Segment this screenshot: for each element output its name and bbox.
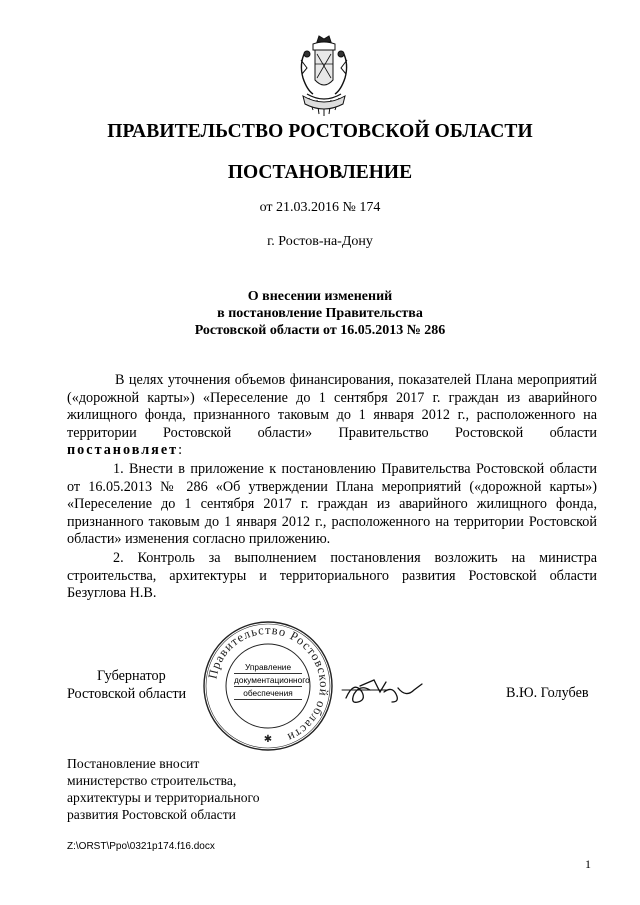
- seal-inner-text: [234, 661, 310, 705]
- note-line: развития Ростовской области: [67, 807, 236, 822]
- svg-text:✱: ✱: [263, 734, 273, 745]
- clause-2-paragraph: 2. Контроль за выполнением постановления возложить на министра строительства, архитектуры и территориального развития Ростовской области Безуглова Н.В.: [67, 550, 597, 601]
- signatory-position: Губернатор: [97, 668, 166, 684]
- submitted-by-note: [67, 755, 327, 823]
- seal-inner-line: обеспечения: [234, 687, 302, 700]
- subject-line: в постановление Правительства: [217, 306, 423, 321]
- document-city: г. Ростов-на-Дону: [267, 234, 373, 249]
- resolves-keyword: постановляет: [67, 442, 179, 458]
- document-type: ПОСТАНОВЛЕНИЕ: [227, 162, 413, 183]
- svg-text:Правительство Ростовской облас: Правительство Ростовской области: [205, 622, 332, 745]
- seal-inner-line: Управление: [234, 661, 302, 674]
- preamble-end: :: [178, 442, 183, 458]
- document-subject: [0, 288, 640, 339]
- signatory-region: Ростовской области: [67, 686, 187, 702]
- note-line: министерство строительства,: [67, 773, 237, 788]
- preamble-text: В целях уточнения объемов финансирования, показателей Плана мероприятий («дорожной карты») «Переселение до 1 сентября 2017 г. граждан из аварийного жилищного фонда, признанного таковым до 1 января 2012 г., расположенного на территории Ростовской области» Правительство Ростовской области: [67, 372, 597, 441]
- document-date-number: от 21.03.2016 № 174: [259, 200, 381, 215]
- coat-of-arms-icon: [295, 34, 353, 118]
- signatory-name: В.Ю. Голубев: [506, 685, 589, 701]
- note-line: Постановление вносит: [67, 756, 200, 771]
- page-number: 1: [585, 857, 591, 871]
- official-seal: [201, 619, 335, 753]
- organization-title: ПРАВИТЕЛЬСТВО РОСТОВСКОЙ ОБЛАСТИ: [107, 121, 533, 142]
- seal-inner-line: документационного: [234, 675, 310, 685]
- file-path: Z:\ORST\Ppo\0321p174.f16.docx: [67, 841, 215, 852]
- clause-1-paragraph: 1. Внести в приложение к постановлению Правительства Ростовской области от 16.05.2013 № 286 «Об утверждении Плана мероприятий («дорожной карты») «Переселение до 1 сентября 2017 г. граждан из аварийного жилищного фонда, признанного таковым до 1 января 2012 г., расположенного на территории Ростовской области» изменения согласно приложению.: [67, 461, 597, 547]
- subject-line: О внесении изменений: [247, 289, 393, 304]
- signature-icon: [340, 668, 435, 718]
- preamble-paragraph: [67, 372, 597, 460]
- note-line: архитектуры и территориального: [67, 790, 260, 805]
- subject-line: Ростовской области от 16.05.2013 № 286: [194, 323, 446, 338]
